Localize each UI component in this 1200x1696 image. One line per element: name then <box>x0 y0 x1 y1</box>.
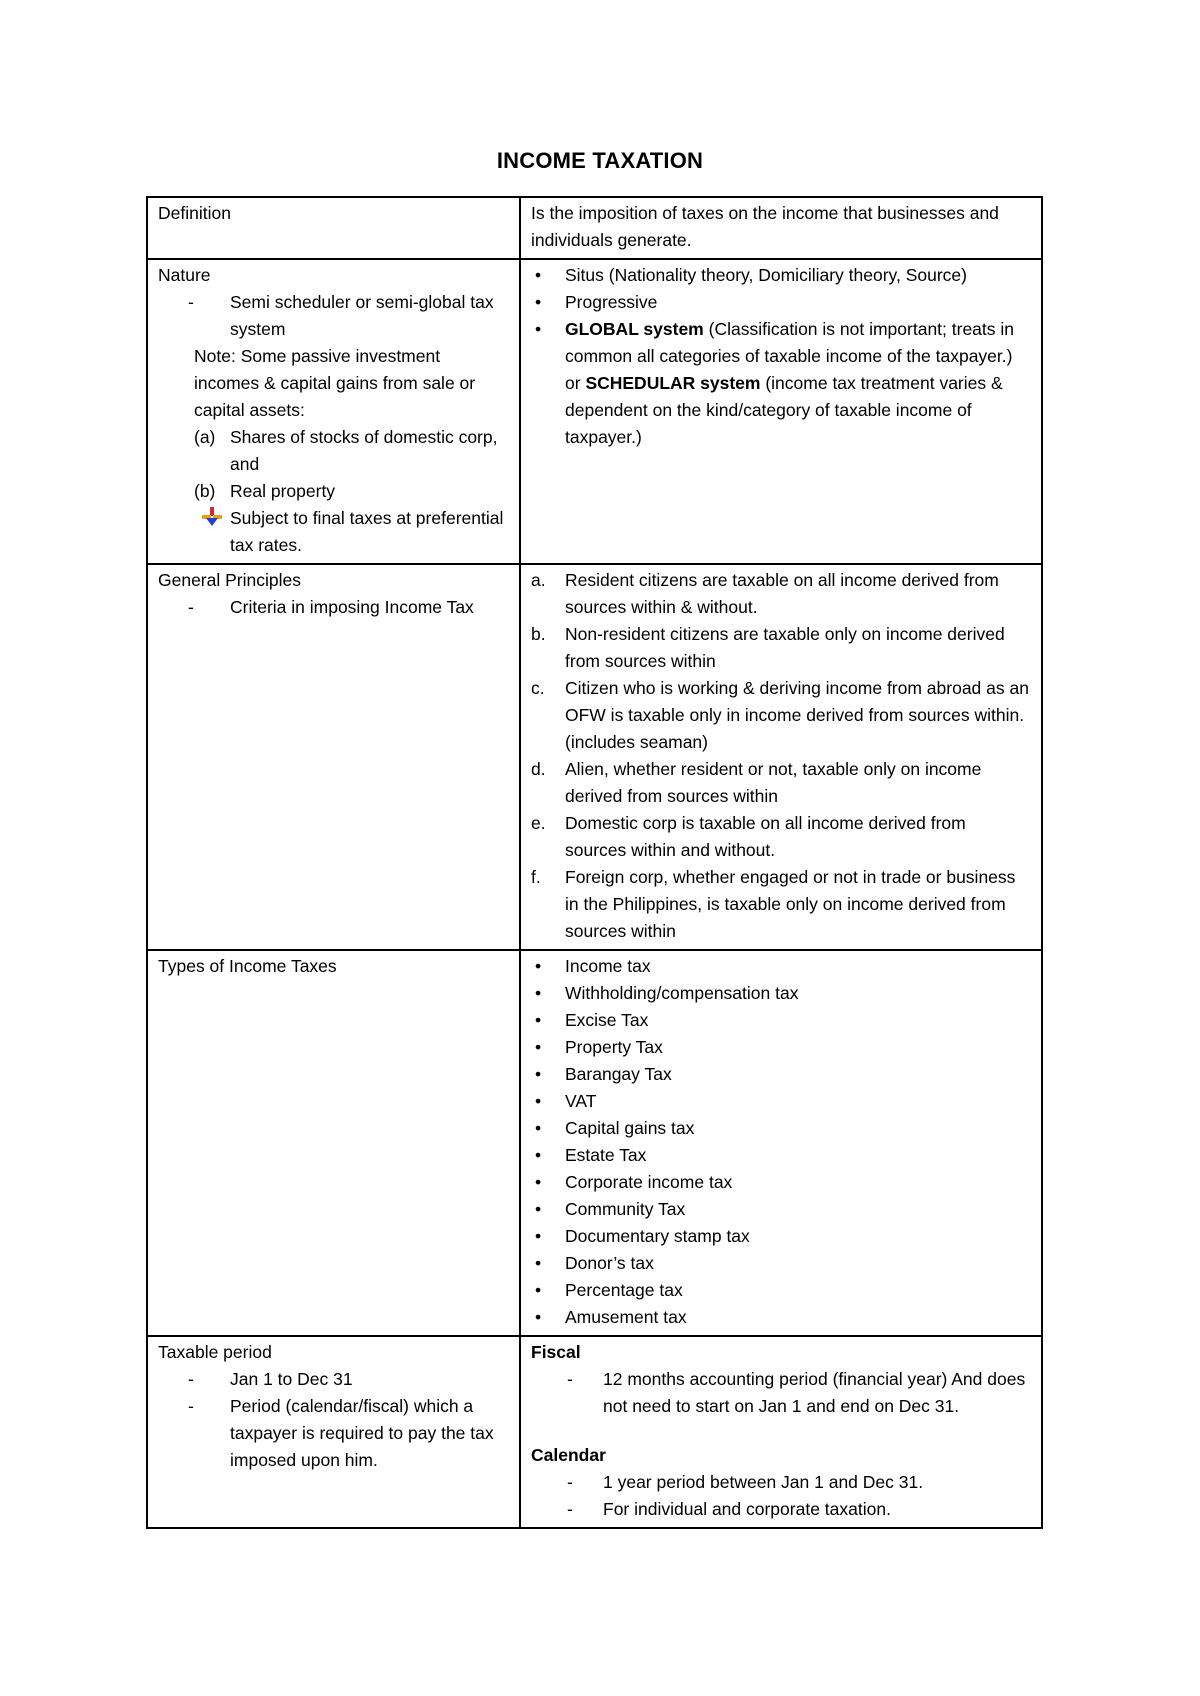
list-item: • Estate Tax <box>535 1145 647 1165</box>
list-item: • Barangay Tax <box>535 1064 672 1084</box>
nature-label: Nature <box>158 265 211 285</box>
list-item: • Income tax <box>535 956 651 976</box>
table-row-definition <box>147 197 1042 259</box>
nature-note: Note: Some passive investment incomes & capital gains from sale or capital assets: <box>194 346 476 420</box>
arrow-bullet-icon <box>202 507 222 527</box>
list-item: Subject to final taxes at preferential tax rates. <box>158 505 509 559</box>
nature-details-cell <box>520 259 1042 564</box>
list-item: • Excise Tax <box>535 1010 649 1030</box>
list-item: • Withholding/compensation tax <box>535 983 799 1003</box>
types-label: Types of Income Taxes <box>158 956 337 976</box>
table-row-general-principles <box>147 564 1042 950</box>
list-item: • Corporate income tax <box>535 1172 733 1192</box>
list-item: f. Foreign corp, whether engaged or not in trade or business in the Philippines, is taxable only on income derived from sources within <box>531 867 1016 941</box>
definition-text: Is the imposition of taxes on the income that businesses and individuals generate. <box>531 203 999 250</box>
table-row-taxable-period <box>147 1336 1042 1528</box>
list-item: - 12 months accounting period (financial year) And does not need to start on Jan 1 and end on Dec 31. <box>567 1369 1026 1416</box>
types-list <box>531 953 1031 1331</box>
list-item: • Amusement tax <box>535 1307 687 1327</box>
list-item: d. Alien, whether resident or not, taxable only on income derived from sources within <box>531 759 982 806</box>
list-item: a. Resident citizens are taxable on all income derived from sources within & without. <box>531 570 999 617</box>
list-item: c. Citizen who is working & deriving income from abroad as an OFW is taxable only in income derived from sources within. (includes seaman) <box>531 678 1029 752</box>
list-item: (b) Real property <box>194 481 336 501</box>
schedular-system-term: SCHEDULAR system <box>585 373 761 393</box>
principles-list <box>531 567 1031 945</box>
table-row-types <box>147 950 1042 1336</box>
list-item: • Documentary stamp tax <box>535 1226 750 1246</box>
list-item: • Property Tax <box>535 1037 663 1057</box>
list-item: - Jan 1 to Dec 31 <box>188 1369 353 1389</box>
list-item: • GLOBAL system (Classification is not important; treats in common all categories of taxable income of the taxpayer.) or SCHEDULAR system (income tax treatment varies & dependent on the kind/category of taxable income of taxpayer.) <box>535 319 1015 447</box>
list-item: - Criteria in imposing Income Tax <box>188 597 474 617</box>
table-row-nature <box>147 259 1042 564</box>
nature-lettered-list <box>158 424 509 559</box>
principles-details-cell <box>520 564 1042 950</box>
list-item: • Community Tax <box>535 1199 686 1219</box>
principles-dash-list <box>158 594 509 621</box>
period-details-cell <box>520 1336 1042 1528</box>
period-label-cell <box>147 1336 520 1528</box>
list-item: • Progressive <box>535 292 658 312</box>
list-item: • Situs (Nationality theory, Domiciliary theory, Source) <box>535 265 967 285</box>
list-item: • Capital gains tax <box>535 1118 695 1138</box>
list-item: - Semi scheduler or semi-global tax system <box>188 292 494 339</box>
calendar-list <box>531 1469 1031 1523</box>
fiscal-list <box>531 1366 1031 1420</box>
nature-bullet-list <box>531 262 1031 451</box>
definition-label-cell <box>147 197 520 259</box>
calendar-heading: Calendar <box>531 1445 606 1465</box>
fiscal-heading: Fiscal <box>531 1342 581 1362</box>
types-details-cell <box>520 950 1042 1336</box>
period-dash-list <box>158 1366 509 1474</box>
spacer <box>531 1420 1031 1442</box>
list-item: • Percentage tax <box>535 1280 683 1300</box>
nature-dash-list <box>158 289 509 343</box>
list-item: e. Domestic corp is taxable on all income derived from sources within and without. <box>531 813 966 860</box>
page-title: INCOME TAXATION <box>496 148 704 173</box>
nature-label-cell <box>147 259 520 564</box>
list-item: • VAT <box>535 1091 597 1111</box>
list-item: b. Non-resident citizens are taxable only on income derived from sources within <box>531 624 1005 671</box>
principles-label-cell <box>147 564 520 950</box>
period-label: Taxable period <box>158 1342 272 1362</box>
income-taxation-table <box>146 196 1043 1529</box>
list-item: (a) Shares of stocks of domestic corp, and <box>194 427 498 474</box>
types-label-cell <box>147 950 520 1336</box>
list-item: • Donor’s tax <box>535 1253 654 1273</box>
definition-text-cell <box>520 197 1042 259</box>
definition-label: Definition <box>158 203 231 223</box>
list-item: - For individual and corporate taxation. <box>567 1499 891 1519</box>
principles-label: General Principles <box>158 570 301 590</box>
global-system-term: GLOBAL system <box>565 319 704 339</box>
list-item: - 1 year period between Jan 1 and Dec 31. <box>567 1472 924 1492</box>
list-item: - Period (calendar/fiscal) which a taxpayer is required to pay the tax imposed upon him. <box>188 1396 494 1470</box>
